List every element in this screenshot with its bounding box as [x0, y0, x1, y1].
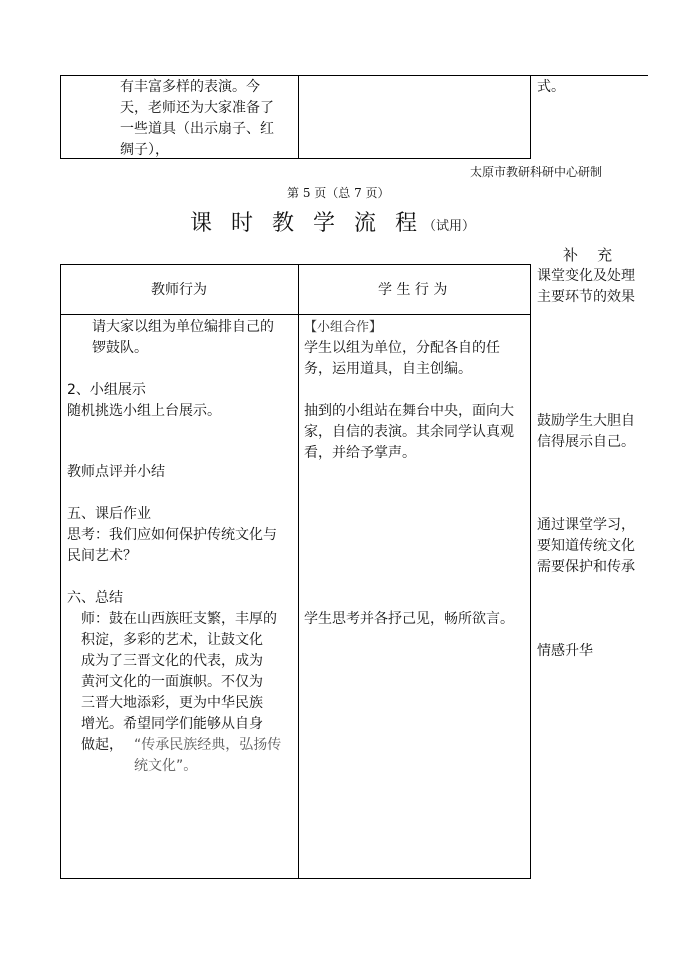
- student-think-text: 学生思考并各抒己见，畅所欲言。: [304, 611, 514, 627]
- student-group-text: 学生以组为单位，分配各自的任 务，运用道具，自主创编。: [304, 340, 500, 377]
- page-title: [190, 206, 475, 237]
- teacher-summary-text: 师：鼓在山西族旺支繁，丰厚的 积淀，多彩的艺术，让鼓文化 成为了三晋文化的代表，成为 黄河文化的一面旗帜。不仅为 三晋大地添彩，更为中华民族 增光。希望同学们能够从自身 做起，: [81, 611, 277, 753]
- column-header-notes: 课堂变化及处理 主要环节的效果: [537, 268, 635, 305]
- column-header-teacher: 教师行为: [151, 282, 207, 298]
- page-title-suffix: （试用）: [422, 219, 475, 234]
- page-number: 第 5 页（总 7 页）: [287, 186, 390, 200]
- teacher-comment: 教师点评并小结: [67, 464, 165, 480]
- student-perform-text: 抽到的小组站在舞台中央，面向大 家，自信的表演。其余同学认真观 看，并给予掌声。: [304, 403, 514, 461]
- previous-right-text: 式。: [537, 79, 565, 95]
- column-header-student: 学 生 行 为: [378, 282, 448, 298]
- teacher-show-title: 2、小组展示: [67, 382, 146, 398]
- teacher-arrange-text: 请大家以组为单位编排自己的 锣鼓队。: [92, 319, 274, 356]
- teacher-summary-quote: “传承民族经典，弘扬传 统文化”。: [134, 737, 282, 774]
- teacher-summary-title: 六、总结: [67, 590, 123, 606]
- teacher-homework-title: 五、课后作业: [67, 506, 151, 522]
- supplement-label: 补 充: [563, 246, 613, 264]
- notes-emotion: 情感升华: [537, 643, 593, 659]
- teacher-show-text: 随机挑选小组上台展示。: [67, 403, 221, 419]
- teacher-homework-text: 思考：我们应如何保护传统文化与 民间艺术？: [67, 527, 277, 564]
- page-title-main: 课 时 教 学 流 程: [190, 211, 423, 236]
- publisher-label: 太原市教研科研中心研制: [470, 165, 603, 179]
- previous-teacher-text: 有丰富多样的表演。今 天，老师还为大家准备了 一些道具（出示扇子、红 绸子），: [120, 79, 274, 158]
- notes-encourage: 鼓励学生大胆自 信得展示自己。: [537, 413, 635, 450]
- notes-learn: 通过课堂学习， 要知道传统文化 需要保护和传承: [537, 517, 635, 575]
- student-group-label: 【小组合作】: [304, 320, 383, 335]
